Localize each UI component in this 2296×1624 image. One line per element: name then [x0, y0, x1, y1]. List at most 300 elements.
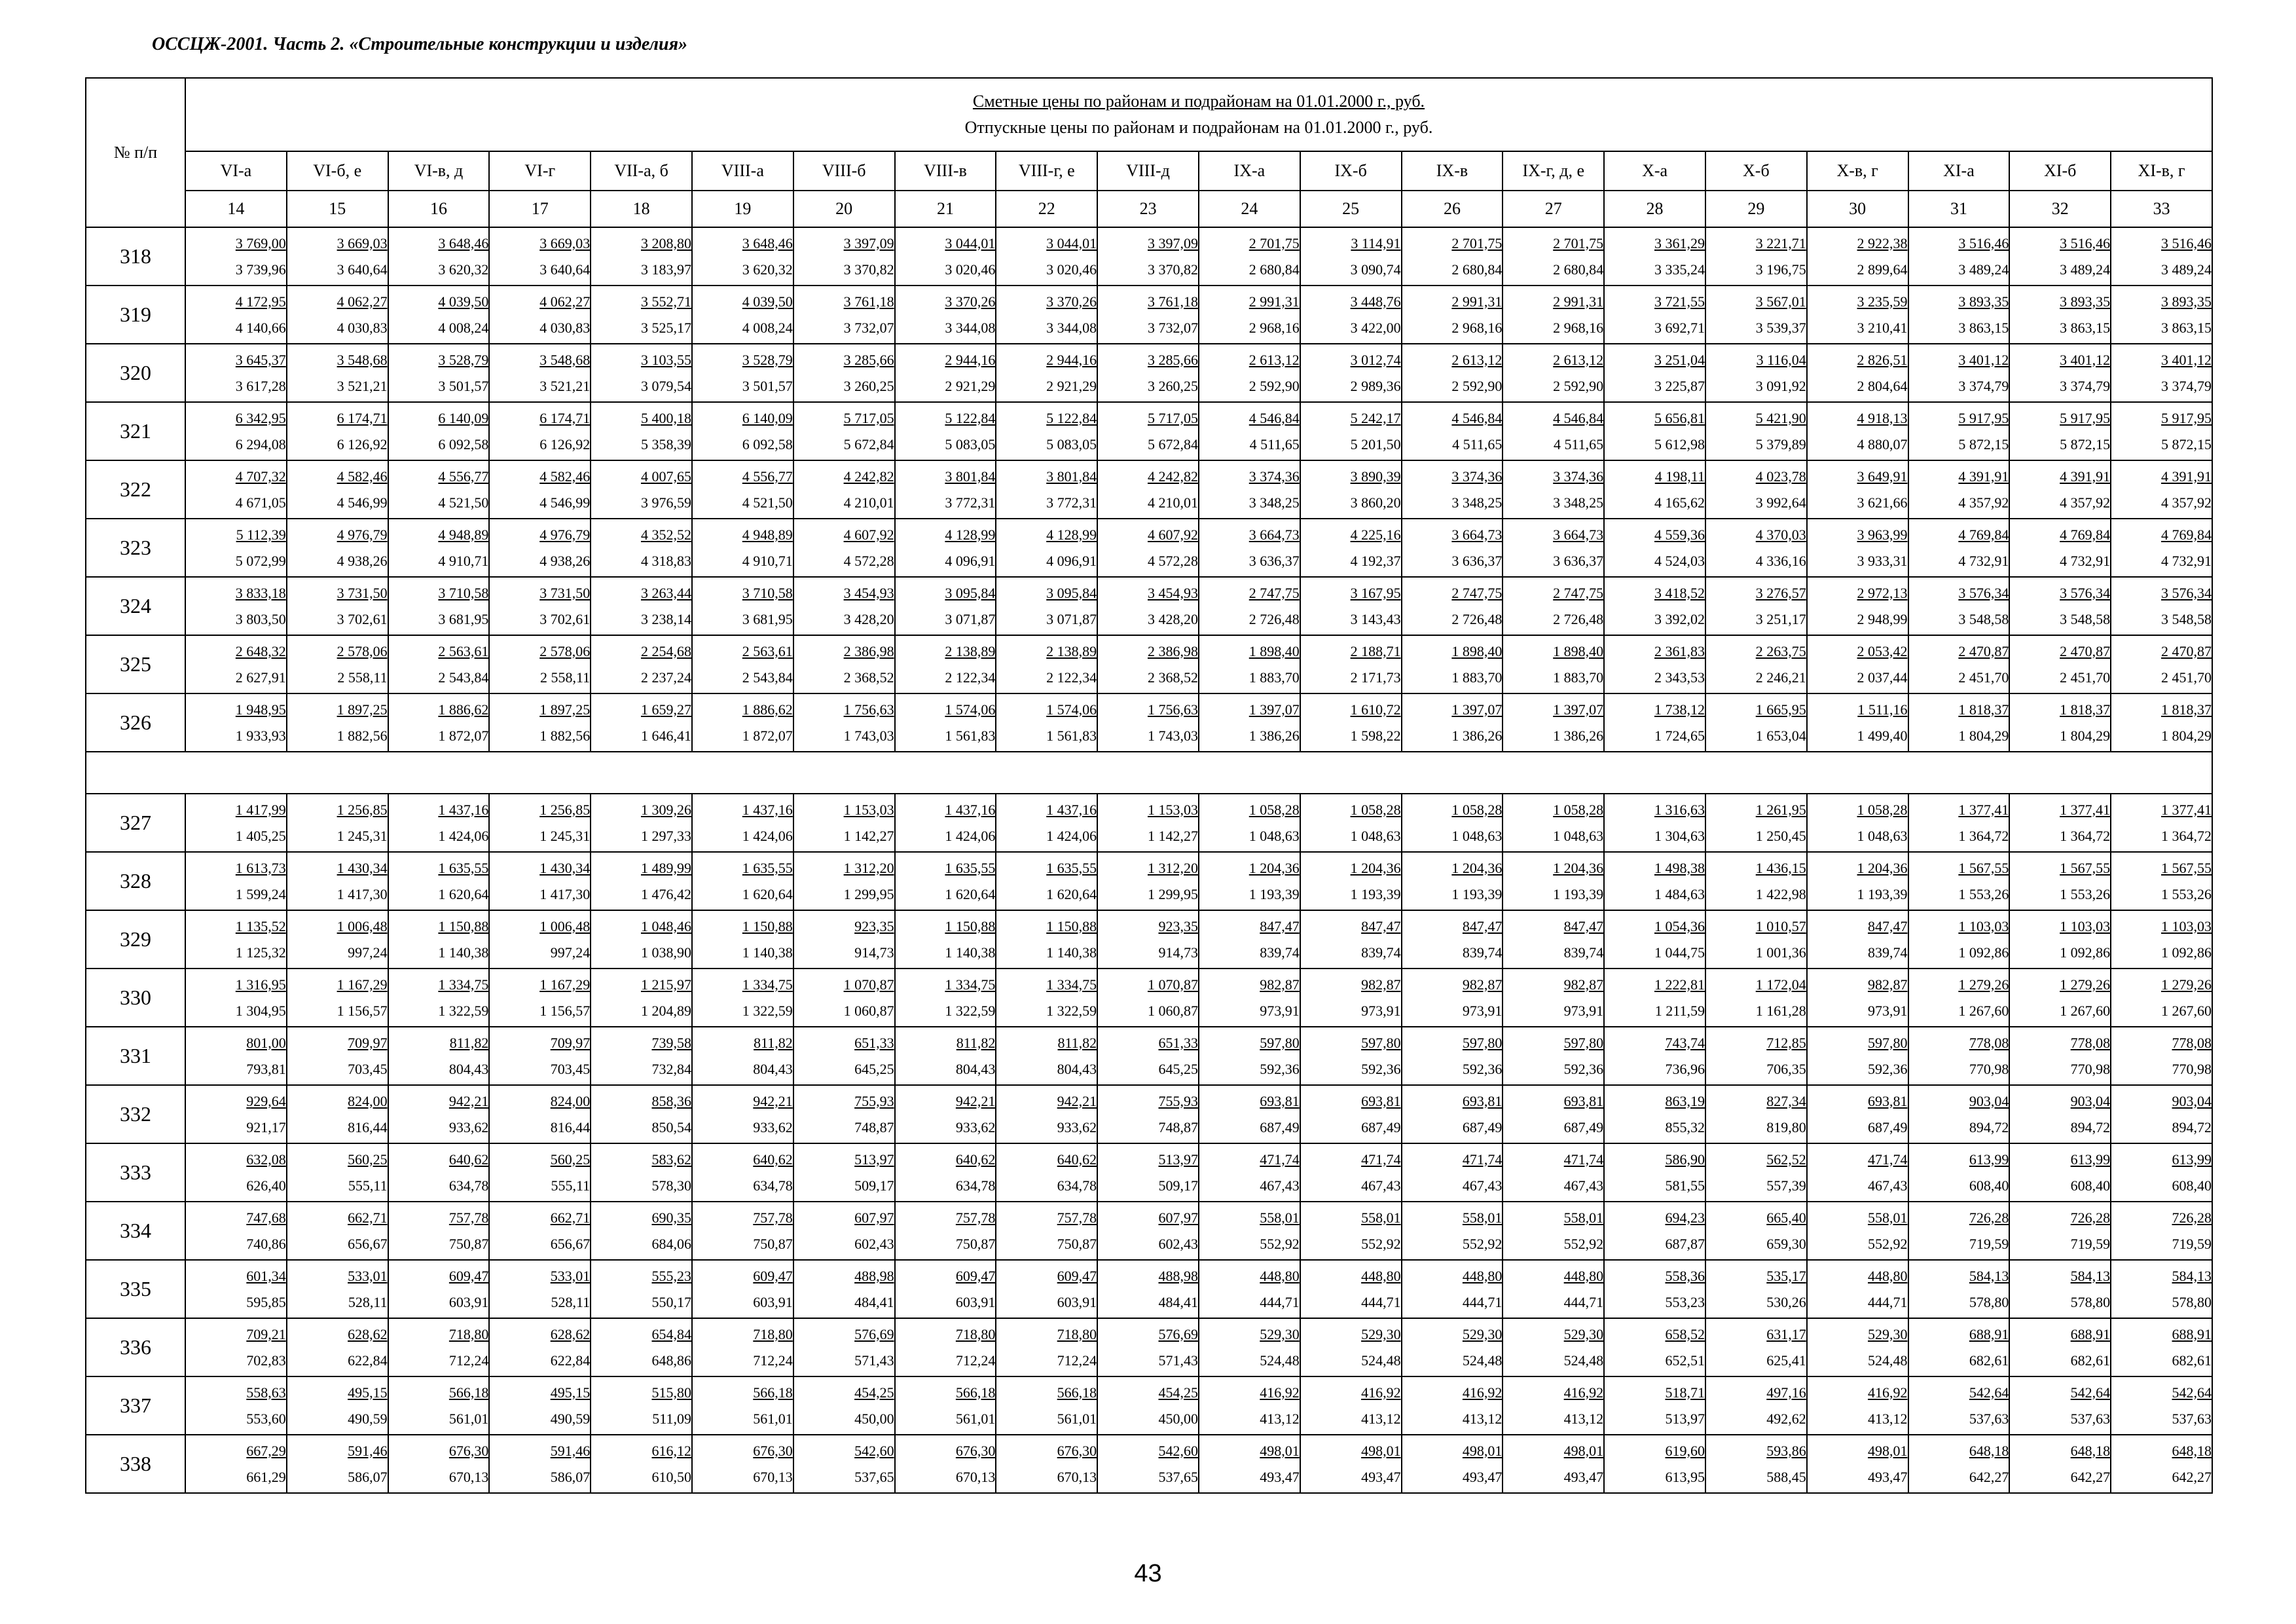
smeta-price: 1 222,81 — [1654, 976, 1705, 993]
price-cell — [996, 693, 1097, 752]
smeta-price: 562,52 — [1766, 1151, 1806, 1168]
price-cell — [2009, 1202, 2111, 1260]
price-cell — [1503, 1143, 1604, 1202]
table-row — [86, 910, 2212, 969]
otpusk-price: 625,41 — [1766, 1352, 1806, 1369]
otpusk-price: 557,39 — [1766, 1177, 1806, 1194]
price-cell — [1807, 1027, 1908, 1085]
price-cell — [793, 1143, 895, 1202]
otpusk-price: 973,91 — [1868, 1002, 1908, 1019]
price-cell — [185, 969, 287, 1027]
smeta-price: 4 242,82 — [1147, 468, 1198, 485]
otpusk-price: 3 702,61 — [539, 610, 591, 627]
smeta-price: 597,80 — [1462, 1034, 1503, 1051]
smeta-price: 448,80 — [1260, 1267, 1300, 1284]
price-cell — [1300, 227, 1402, 286]
price-cell — [1604, 286, 1705, 344]
otpusk-price: 933,62 — [753, 1118, 793, 1135]
price-cell — [2009, 402, 2111, 460]
smeta-price: 651,33 — [1158, 1034, 1198, 1051]
price-cell — [1908, 344, 2010, 402]
price-cell — [1199, 1376, 1300, 1435]
otpusk-price: 1 883,70 — [1553, 669, 1604, 686]
smeta-price: 533,01 — [348, 1267, 388, 1284]
price-cell — [1503, 852, 1604, 910]
price-cell — [2111, 693, 2212, 752]
smeta-price: 1 316,63 — [1654, 801, 1705, 818]
smeta-price: 982,87 — [1260, 976, 1300, 993]
otpusk-price: 602,43 — [854, 1235, 894, 1252]
smeta-price: 497,16 — [1766, 1384, 1806, 1401]
smeta-price: 576,69 — [854, 1325, 894, 1342]
otpusk-price: 467,43 — [1361, 1177, 1401, 1194]
otpusk-price: 5 083,05 — [1046, 435, 1097, 452]
smeta-price: 4 391,91 — [1958, 468, 2009, 485]
price-cell — [185, 910, 287, 969]
price-cell — [1604, 1260, 1705, 1318]
price-cell — [388, 852, 490, 910]
otpusk-price: 4 732,91 — [2060, 552, 2111, 569]
otpusk-price: 997,24 — [550, 944, 591, 961]
smeta-price: 542,60 — [854, 1442, 894, 1459]
price-cell — [287, 1376, 388, 1435]
otpusk-price: 740,86 — [246, 1235, 286, 1252]
smeta-price: 811,82 — [754, 1034, 793, 1051]
smeta-price: 4 948,89 — [438, 526, 489, 543]
otpusk-price: 1 364,72 — [2161, 827, 2212, 844]
otpusk-price: 3 238,14 — [640, 610, 691, 627]
otpusk-price: 914,73 — [854, 944, 894, 961]
smeta-price: 3 567,01 — [1755, 293, 1806, 310]
price-cell — [287, 1027, 388, 1085]
smeta-price: 3 374,36 — [1553, 468, 1604, 485]
smeta-price: 3 516,46 — [1958, 234, 2009, 251]
otpusk-price: 1 140,38 — [742, 944, 793, 961]
otpusk-price: 3 348,25 — [1553, 494, 1604, 511]
smeta-price: 1 613,73 — [235, 859, 286, 876]
price-cell — [1908, 1260, 2010, 1318]
otpusk-price: 537,65 — [1158, 1468, 1198, 1485]
smeta-price: 1 377,41 — [2060, 801, 2111, 818]
price-cell — [1908, 1027, 2010, 1085]
otpusk-price: 973,91 — [1462, 1002, 1503, 1019]
price-cell — [895, 1085, 996, 1143]
price-cell — [591, 693, 692, 752]
price-cell — [185, 1376, 287, 1435]
smeta-price: 648,18 — [2172, 1442, 2212, 1459]
price-cell — [1300, 344, 1402, 402]
otpusk-price: 493,47 — [1361, 1468, 1401, 1485]
price-cell — [895, 969, 996, 1027]
smeta-price: 847,47 — [1868, 917, 1908, 934]
smeta-price: 498,01 — [1260, 1442, 1300, 1459]
otpusk-price: 413,12 — [1563, 1410, 1604, 1427]
price-cell — [793, 969, 895, 1027]
smeta-price: 1 818,37 — [2161, 701, 2212, 718]
smeta-price: 597,80 — [1361, 1034, 1401, 1051]
otpusk-price: 1 933,93 — [235, 727, 286, 744]
smeta-price: 654,84 — [651, 1325, 691, 1342]
smeta-price: 827,34 — [1766, 1092, 1806, 1109]
otpusk-price: 1 322,59 — [945, 1002, 996, 1019]
smeta-price: 4 546,84 — [1553, 409, 1604, 426]
otpusk-price: 850,54 — [651, 1118, 691, 1135]
smeta-price: 6 174,71 — [337, 409, 388, 426]
price-table-container — [85, 77, 2213, 1494]
smeta-price: 1 153,03 — [843, 801, 894, 818]
smeta-price: 1 103,03 — [1958, 917, 2009, 934]
smeta-price: 4 556,77 — [438, 468, 489, 485]
price-cell — [1705, 1318, 1807, 1376]
price-cell — [388, 1143, 490, 1202]
price-cell — [287, 1085, 388, 1143]
smeta-price: 471,74 — [1361, 1151, 1401, 1168]
smeta-price: 824,00 — [550, 1092, 591, 1109]
otpusk-price: 4 880,07 — [1857, 435, 1908, 452]
smeta-price: 3 401,12 — [2060, 351, 2111, 368]
otpusk-price: 490,59 — [550, 1410, 591, 1427]
smeta-price: 4 198,11 — [1654, 468, 1705, 485]
otpusk-price: 1 804,29 — [1958, 727, 2009, 744]
otpusk-price: 1 743,03 — [1147, 727, 1198, 744]
otpusk-price: 592,36 — [1868, 1060, 1908, 1077]
otpusk-price: 3 422,00 — [1350, 319, 1401, 336]
price-cell — [692, 635, 793, 693]
price-cell — [185, 1202, 287, 1260]
smeta-price: 3 401,12 — [2161, 351, 2212, 368]
column-number: 32 — [2009, 191, 2111, 227]
smeta-price: 693,81 — [1563, 1092, 1604, 1109]
otpusk-price: 687,49 — [1868, 1118, 1908, 1135]
otpusk-price: 1 267,60 — [2161, 1002, 2212, 1019]
price-cell — [1503, 577, 1604, 635]
price-cell — [1402, 910, 1503, 969]
price-cell — [895, 1435, 996, 1493]
otpusk-price: 509,17 — [1158, 1177, 1198, 1194]
column-number: 23 — [1097, 191, 1199, 227]
smeta-price: 4 023,78 — [1755, 468, 1806, 485]
smeta-price: 4 707,32 — [235, 468, 286, 485]
region-header: VI-в, д — [388, 151, 490, 191]
price-cell — [1402, 460, 1503, 519]
smeta-price: 3 221,71 — [1755, 234, 1806, 251]
otpusk-price: 1 620,64 — [945, 885, 996, 902]
smeta-price: 1 312,20 — [843, 859, 894, 876]
otpusk-price: 706,35 — [1766, 1060, 1806, 1077]
otpusk-price: 1 048,63 — [1350, 827, 1401, 844]
price-cell — [1807, 1202, 1908, 1260]
smeta-price: 743,74 — [1665, 1034, 1705, 1051]
table-row — [86, 969, 2212, 1027]
smeta-price: 1 006,48 — [539, 917, 591, 934]
price-cell — [895, 852, 996, 910]
region-header: VIII-д — [1097, 151, 1199, 191]
price-cell — [1199, 910, 1300, 969]
price-cell — [692, 1260, 793, 1318]
smeta-price: 3 401,12 — [1958, 351, 2009, 368]
otpusk-price: 3 071,87 — [945, 610, 996, 627]
otpusk-price: 3 860,20 — [1350, 494, 1401, 511]
price-cell — [1503, 460, 1604, 519]
smeta-price: 454,25 — [1158, 1384, 1198, 1401]
column-number: 19 — [692, 191, 793, 227]
price-cell — [185, 1027, 287, 1085]
smeta-price: 1 574,06 — [1046, 701, 1097, 718]
price-cell — [996, 1027, 1097, 1085]
otpusk-price: 634,78 — [955, 1177, 996, 1194]
otpusk-price: 561,01 — [955, 1410, 996, 1427]
smeta-price: 515,80 — [651, 1384, 691, 1401]
smeta-price: 4 242,82 — [843, 468, 894, 485]
smeta-price: 4 976,79 — [337, 526, 388, 543]
price-cell — [793, 577, 895, 635]
smeta-price: 1 334,75 — [945, 976, 996, 993]
region-header: VIII-а — [692, 151, 793, 191]
otpusk-price: 3 489,24 — [2060, 261, 2111, 278]
otpusk-price: 1 804,29 — [2060, 727, 2111, 744]
otpusk-price: 3 692,71 — [1654, 319, 1705, 336]
otpusk-price: 3 183,97 — [640, 261, 691, 278]
price-cell — [1300, 910, 1402, 969]
price-cell — [185, 286, 287, 344]
price-cell — [1199, 577, 1300, 635]
otpusk-price: 586,07 — [550, 1468, 591, 1485]
price-cell — [692, 794, 793, 852]
price-cell — [1300, 693, 1402, 752]
price-cell — [996, 794, 1097, 852]
smeta-price: 3 801,84 — [1046, 468, 1097, 485]
price-cell — [1300, 1435, 1402, 1493]
price-cell — [2009, 635, 2111, 693]
price-cell — [1199, 794, 1300, 852]
price-cell — [2009, 852, 2111, 910]
price-cell — [692, 519, 793, 577]
price-cell — [1807, 852, 1908, 910]
price-cell — [1807, 344, 1908, 402]
smeta-price: 619,60 — [1665, 1442, 1705, 1459]
otpusk-price: 804,43 — [753, 1060, 793, 1077]
price-cell — [489, 794, 591, 852]
otpusk-price: 524,48 — [1563, 1352, 1604, 1369]
otpusk-price: 2 680,84 — [1553, 261, 1604, 278]
row-number: 330 — [86, 969, 185, 1027]
otpusk-price: 537,63 — [2070, 1410, 2111, 1427]
otpusk-price: 2 726,48 — [1451, 610, 1503, 627]
smeta-price: 676,30 — [448, 1442, 489, 1459]
smeta-price: 3 044,01 — [1046, 234, 1097, 251]
price-cell — [692, 286, 793, 344]
smeta-price: 4 582,46 — [337, 468, 388, 485]
smeta-price: 858,36 — [651, 1092, 691, 1109]
price-cell — [1705, 1027, 1807, 1085]
otpusk-price: 4 521,50 — [742, 494, 793, 511]
smeta-price: 2 578,06 — [539, 642, 591, 659]
otpusk-price: 2 543,84 — [742, 669, 793, 686]
price-cell — [996, 286, 1097, 344]
smeta-price: 5 917,95 — [2161, 409, 2212, 426]
otpusk-price: 1 882,56 — [337, 727, 388, 744]
price-cell — [1097, 1143, 1199, 1202]
otpusk-price: 4 572,28 — [843, 552, 894, 569]
smeta-price: 3 374,36 — [1451, 468, 1503, 485]
price-cell — [1402, 1376, 1503, 1435]
price-cell — [489, 852, 591, 910]
otpusk-price: 1 561,83 — [1046, 727, 1097, 744]
smeta-price: 1 279,26 — [2161, 976, 2212, 993]
otpusk-price: 1 386,26 — [1248, 727, 1300, 744]
smeta-price: 1 010,57 — [1755, 917, 1806, 934]
smeta-price: 5 717,05 — [1147, 409, 1198, 426]
smeta-price: 942,21 — [955, 1092, 996, 1109]
smeta-price: 597,80 — [1260, 1034, 1300, 1051]
price-cell — [1300, 402, 1402, 460]
otpusk-price: 493,47 — [1462, 1468, 1503, 1485]
smeta-price: 709,97 — [550, 1034, 591, 1051]
price-table — [85, 77, 2213, 1494]
otpusk-price: 3 091,92 — [1755, 377, 1806, 394]
price-cell — [2009, 1318, 2111, 1376]
otpusk-price: 2 804,64 — [1857, 377, 1908, 394]
smeta-price: 1 437,16 — [742, 801, 793, 818]
price-cell — [185, 460, 287, 519]
price-cell — [1705, 577, 1807, 635]
otpusk-price: 5 872,15 — [1958, 435, 2009, 452]
smeta-price: 3 731,50 — [539, 584, 591, 601]
smeta-price: 694,23 — [1665, 1209, 1705, 1226]
column-number: 33 — [2111, 191, 2212, 227]
price-cell — [1705, 852, 1807, 910]
price-cell — [1300, 1027, 1402, 1085]
otpusk-price: 578,80 — [2172, 1293, 2212, 1310]
price-cell — [1300, 1318, 1402, 1376]
smeta-price: 3 095,84 — [1046, 584, 1097, 601]
price-cell — [1705, 693, 1807, 752]
otpusk-price: 1 048,63 — [1857, 827, 1908, 844]
otpusk-price: 561,01 — [448, 1410, 489, 1427]
otpusk-price: 2 122,34 — [1046, 669, 1097, 686]
smeta-price: 566,18 — [1057, 1384, 1097, 1401]
smeta-price: 726,28 — [2172, 1209, 2212, 1226]
smeta-price: 498,01 — [1361, 1442, 1401, 1459]
price-cell — [895, 402, 996, 460]
price-cell — [591, 1085, 692, 1143]
smeta-price: 542,64 — [2172, 1384, 2212, 1401]
otpusk-price: 1 125,32 — [235, 944, 286, 961]
region-header: IX-г, д, е — [1503, 151, 1604, 191]
price-cell — [1503, 794, 1604, 852]
price-cell — [1604, 852, 1705, 910]
smeta-price: 1 167,29 — [539, 976, 591, 993]
smeta-price: 942,21 — [1057, 1092, 1097, 1109]
smeta-price: 4 039,50 — [742, 293, 793, 310]
section-divider-cell — [86, 752, 2212, 794]
otpusk-price: 1 386,26 — [1451, 727, 1503, 744]
otpusk-price: 1 620,64 — [438, 885, 489, 902]
price-cell — [2009, 1085, 2111, 1143]
row-number: 323 — [86, 519, 185, 577]
table-row — [86, 460, 2212, 519]
price-cell — [1097, 852, 1199, 910]
price-cell — [1908, 1143, 2010, 1202]
column-number: 21 — [895, 191, 996, 227]
price-cell — [793, 460, 895, 519]
smeta-price: 2 701,75 — [1248, 234, 1300, 251]
smeta-price: 847,47 — [1563, 917, 1604, 934]
smeta-price: 416,92 — [1462, 1384, 1503, 1401]
price-cell — [793, 1202, 895, 1260]
otpusk-price: 588,45 — [1766, 1468, 1806, 1485]
price-cell — [287, 1318, 388, 1376]
price-cell — [1908, 969, 2010, 1027]
table-row — [86, 1027, 2212, 1085]
smeta-price: 3 167,95 — [1350, 584, 1401, 601]
price-cell — [591, 969, 692, 1027]
price-cell — [185, 852, 287, 910]
otpusk-price: 1 724,65 — [1654, 727, 1705, 744]
otpusk-price: 3 739,96 — [235, 261, 286, 278]
smeta-price: 542,64 — [2070, 1384, 2111, 1401]
otpusk-price: 6 294,08 — [235, 435, 286, 452]
smeta-price: 1 312,20 — [1147, 859, 1198, 876]
price-cell — [287, 577, 388, 635]
price-cell — [2009, 344, 2111, 402]
price-cell — [185, 577, 287, 635]
otpusk-price: 3 863,15 — [2161, 319, 2212, 336]
price-cell — [2111, 286, 2212, 344]
price-cell — [591, 635, 692, 693]
price-cell — [1097, 1085, 1199, 1143]
table-row — [86, 402, 2212, 460]
smeta-price: 3 103,55 — [640, 351, 691, 368]
otpusk-price: 804,43 — [955, 1060, 996, 1077]
price-cell — [793, 1260, 895, 1318]
smeta-price: 609,47 — [448, 1267, 489, 1284]
price-cell — [996, 1085, 1097, 1143]
price-cell — [1503, 1027, 1604, 1085]
smeta-price: 640,62 — [448, 1151, 489, 1168]
otpusk-price: 656,67 — [348, 1235, 388, 1252]
price-cell — [1097, 1376, 1199, 1435]
smeta-price: 757,78 — [1057, 1209, 1097, 1226]
table-row — [86, 1376, 2212, 1435]
smeta-price: 1 153,03 — [1147, 801, 1198, 818]
smeta-price: 471,74 — [1462, 1151, 1503, 1168]
otpusk-price: 3 251,17 — [1755, 610, 1806, 627]
otpusk-price: 652,51 — [1665, 1352, 1705, 1369]
smeta-price: 6 140,09 — [742, 409, 793, 426]
otpusk-price: 4 938,26 — [337, 552, 388, 569]
otpusk-price: 592,36 — [1361, 1060, 1401, 1077]
otpusk-price: 603,91 — [955, 1293, 996, 1310]
otpusk-price: 2 968,16 — [1248, 319, 1300, 336]
smeta-price: 3 552,71 — [640, 293, 691, 310]
otpusk-price: 513,97 — [1665, 1410, 1705, 1427]
row-number: 324 — [86, 577, 185, 635]
price-cell — [1604, 910, 1705, 969]
otpusk-price: 921,17 — [246, 1118, 286, 1135]
smeta-price: 584,13 — [2070, 1267, 2111, 1284]
price-cell — [1097, 1318, 1199, 1376]
price-cell — [692, 852, 793, 910]
otpusk-price: 973,91 — [1361, 1002, 1401, 1019]
otpusk-price: 816,44 — [348, 1118, 388, 1135]
smeta-price: 1 489,99 — [640, 859, 691, 876]
otpusk-price: 1 193,39 — [1553, 885, 1604, 902]
price-cell — [2009, 969, 2111, 1027]
otpusk-price: 3 640,64 — [337, 261, 388, 278]
smeta-price: 651,33 — [854, 1034, 894, 1051]
otpusk-price: 467,43 — [1260, 1177, 1300, 1194]
